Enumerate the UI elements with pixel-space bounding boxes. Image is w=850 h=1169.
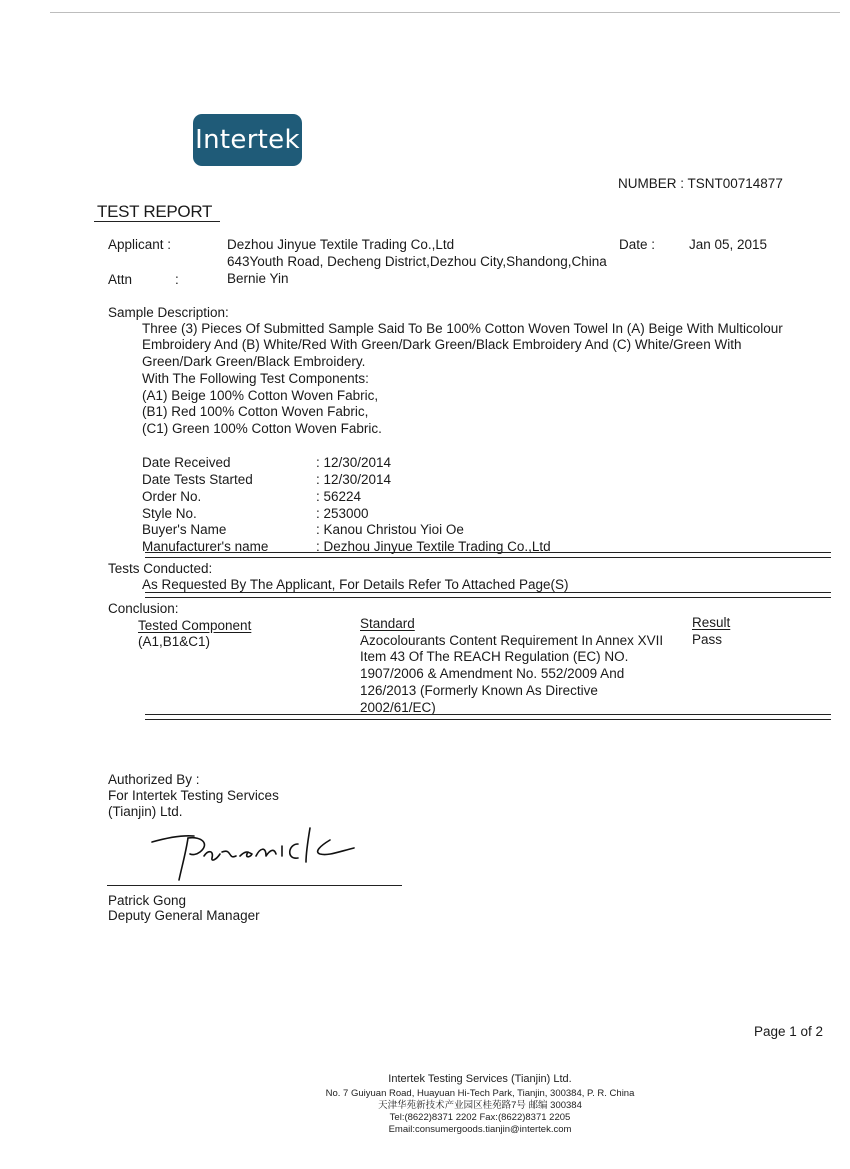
conclusion-heading: Conclusion: — [108, 601, 179, 616]
applicant-label: Applicant : — [108, 237, 172, 252]
attn-value: Bernie Yin — [227, 271, 289, 286]
detail-value: : 12/30/2014 — [316, 472, 392, 487]
sample-line: Three (3) Pieces Of Submitted Sample Said To Be 100% Cotton Woven Towel In (A) Beige With Multicolour — [142, 321, 783, 336]
signature-text: Patrick — [148, 822, 152, 823]
signature-stroke — [222, 851, 236, 857]
signer-name: Patrick Gong — [108, 893, 187, 908]
detail-label: Manufacturer's name — [142, 539, 269, 554]
component-value: (A1,B1&C1) — [138, 634, 211, 649]
result-value: Pass — [692, 632, 723, 647]
title-underline — [94, 221, 220, 222]
signature-stroke — [318, 840, 354, 855]
intertek-logo: Intertek — [193, 114, 302, 166]
detail-value: : 253000 — [316, 506, 369, 521]
signature-stroke — [240, 852, 252, 857]
sample-line: Embroidery And (B) White/Red With Green/Dark Green/Black Embroidery And (C) White/Green With — [142, 337, 742, 352]
page-title: TEST REPORT — [97, 202, 213, 221]
signature-stroke — [306, 828, 310, 862]
tests-heading: Tests Conducted: — [108, 561, 213, 576]
standard-line: 1907/2006 & Amendment No. 552/2009 And — [360, 666, 625, 681]
footer-email: Email:consumergoods.tianjin@intertek.com — [388, 1124, 572, 1135]
double-rule — [145, 592, 831, 598]
signature-stroke — [290, 844, 298, 858]
authorized-line: (Tianjin) Ltd. — [108, 804, 183, 819]
double-rule — [145, 552, 831, 558]
col-tested-component: Tested Component — [138, 618, 252, 633]
detail-value: : 12/30/2014 — [316, 455, 392, 470]
top-rule — [50, 12, 840, 13]
detail-label: Date Received — [142, 455, 231, 470]
sample-line: (C1) Green 100% Cotton Woven Fabric. — [142, 421, 382, 436]
attn-label: Attn — [108, 272, 133, 287]
date-value: Jan 05, 2015 — [689, 237, 768, 252]
page-number: Page 1 of 2 — [754, 1024, 824, 1039]
authorized-line: Authorized By : — [108, 772, 200, 787]
footer-phone: Tel:(8622)8371 2202 Fax:(8622)8371 2205 — [389, 1112, 571, 1123]
footer-address-cn: 天津华苑新技术产业园区桂苑路7号 邮编 300384 — [378, 1100, 582, 1111]
footer-company: Intertek Testing Services (Tianjin) Ltd. — [388, 1073, 572, 1085]
standard-line: Item 43 Of The REACH Regulation (EC) NO. — [360, 649, 629, 664]
detail-label: Order No. — [142, 489, 202, 504]
standard-line: 2002/61/EC) — [360, 700, 436, 715]
detail-label: Style No. — [142, 506, 197, 521]
detail-value: : Dezhou Jinyue Textile Trading Co.,Ltd — [316, 539, 551, 554]
sample-line: Green/Dark Green/Black Embroidery. — [142, 354, 366, 369]
sample-line: (B1) Red 100% Cotton Woven Fabric, — [142, 404, 369, 419]
signer-title: Deputy General Manager — [108, 908, 260, 923]
attn-colon: : — [175, 272, 179, 287]
date-label: Date : — [619, 237, 656, 252]
col-result: Result — [692, 615, 731, 630]
footer-address: No. 7 Guiyuan Road, Huayuan Hi-Tech Park, Tianjin, 300384, P. R. China — [325, 1088, 635, 1099]
authorized-line: For Intertek Testing Services — [108, 788, 279, 803]
detail-value: : Kanou Christou Yioi Oe — [316, 522, 464, 537]
detail-label: Buyer's Name — [142, 522, 227, 537]
report-number: NUMBER : TSNT00714877 — [618, 176, 783, 191]
double-rule — [145, 714, 831, 720]
applicant-name: Dezhou Jinyue Textile Trading Co.,Ltd — [227, 237, 455, 252]
signature-stroke — [256, 849, 276, 856]
detail-label: Date Tests Started — [142, 472, 253, 487]
col-standard: Standard — [360, 616, 415, 631]
signature-stroke — [204, 852, 220, 860]
detail-value: : 56224 — [316, 489, 362, 504]
sample-heading: Sample Description: — [108, 305, 229, 320]
sample-line: With The Following Test Components: — [142, 371, 369, 386]
sample-line: (A1) Beige 100% Cotton Woven Fabric, — [142, 388, 379, 403]
signature-stroke — [179, 838, 188, 880]
applicant-address: 643Youth Road, Decheng District,Dezhou City,Shandong,China — [227, 254, 607, 269]
standard-line: Azocolourants Content Requirement In Annex XVII — [360, 633, 664, 648]
signature — [148, 822, 368, 884]
standard-line: 126/2013 (Formerly Known As Directive — [360, 683, 598, 698]
tests-text: As Requested By The Applicant, For Details Refer To Attached Page(S) — [142, 577, 569, 592]
signature-line — [107, 885, 402, 886]
signature-stroke — [188, 838, 204, 855]
